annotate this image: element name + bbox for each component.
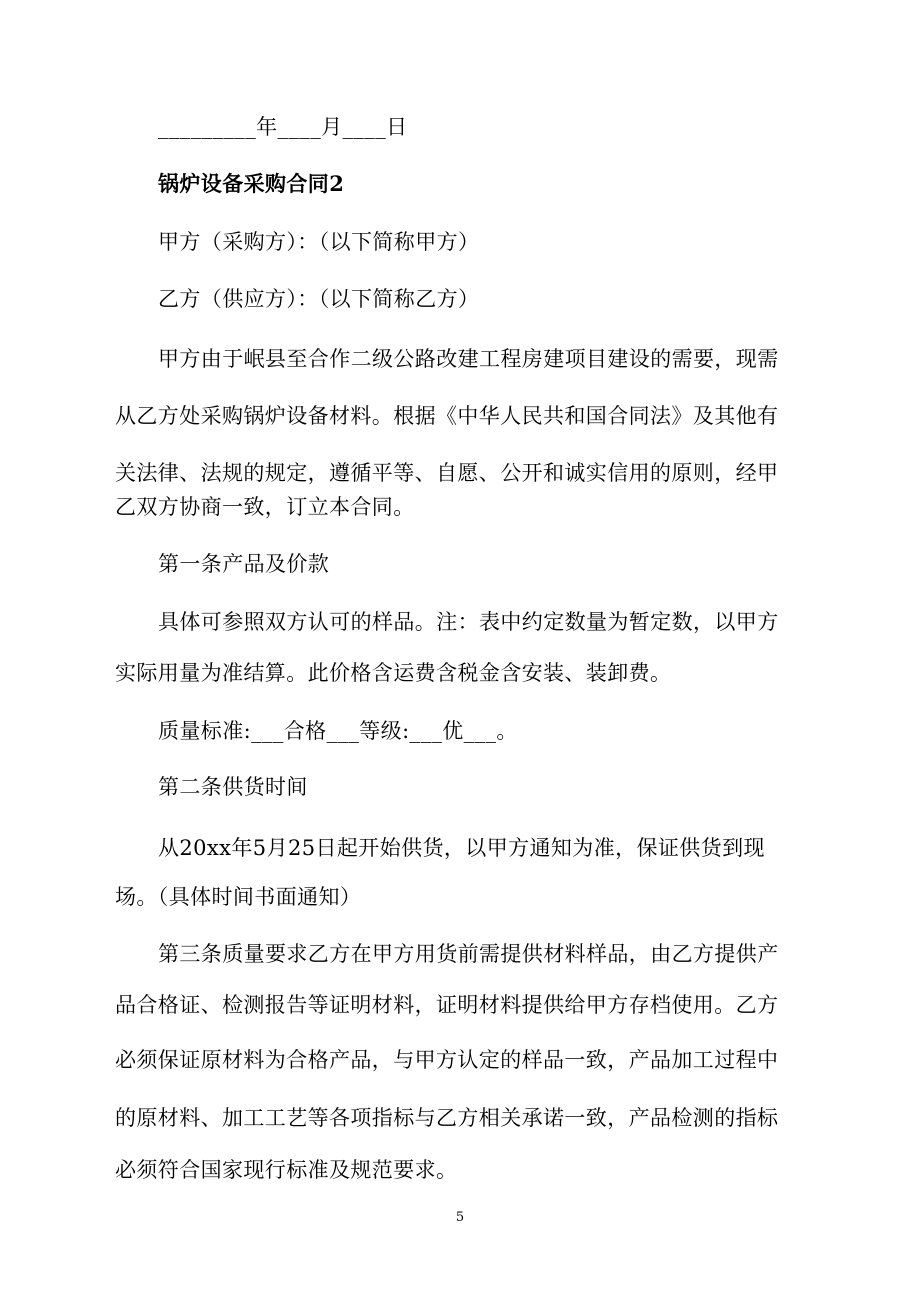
- article-3-paragraph-line: 的原材料、加工工艺等各项指标与乙方相关承诺一致，产品检测的指标: [115, 1106, 779, 1130]
- contract-title: 锅炉设备采购合同2: [158, 171, 345, 196]
- intro-paragraph-line: 甲方由于岷县至合作二级公路改建工程房建项目建设的需要，现需: [158, 347, 779, 371]
- quality-standard-line: 质量标准:___合格___等级:___优___。: [158, 719, 518, 743]
- party-a-line: 甲方（采购方）：（以下简称甲方）: [158, 230, 480, 254]
- party-b-line: 乙方（供应方）：（以下简称乙方）: [158, 287, 480, 311]
- article-1-paragraph-line: 实际用量为准结算。此价格含运费含税金含安装、装卸费。: [115, 661, 672, 685]
- intro-paragraph-line: 乙双方协商一致，订立本合同。: [115, 495, 415, 519]
- article-2-paragraph-line: 从20xx年5月25日起开始供货，以甲方通知为准，保证供货到现: [158, 836, 765, 860]
- article-1-paragraph-line: 具体可参照双方认可的样品。注：表中约定数量为暂定数，以甲方: [158, 610, 779, 634]
- article-3-paragraph-line: 品合格证、检测报告等证明材料，证明材料提供给甲方存档使用。乙方: [115, 993, 779, 1017]
- page-number: 5: [455, 1210, 465, 1225]
- article-1-heading: 第一条产品及价款: [158, 552, 330, 576]
- article-2-heading: 第二条供货时间: [158, 775, 308, 799]
- article-3-paragraph-line: 第三条质量要求乙方在甲方用货前需提供材料样品，由乙方提供产: [158, 942, 779, 966]
- intro-paragraph-line: 从乙方处采购锅炉设备材料。根据《中华人民共和国合同法》及其他有: [115, 404, 779, 428]
- intro-paragraph-line: 关法律、法规的规定，遵循平等、自愿、公开和诚实信用的原则，经甲: [115, 461, 779, 485]
- article-2-paragraph-line: 场。（具体时间书面通知）: [115, 885, 362, 909]
- date-line: _________年____月____日: [158, 115, 408, 139]
- article-3-paragraph-line: 必须符合国家现行标准及规范要求。: [115, 1158, 458, 1182]
- article-3-paragraph-line: 必须保证原材料为合格产品，与甲方认定的样品一致，产品加工过程中: [115, 1048, 779, 1072]
